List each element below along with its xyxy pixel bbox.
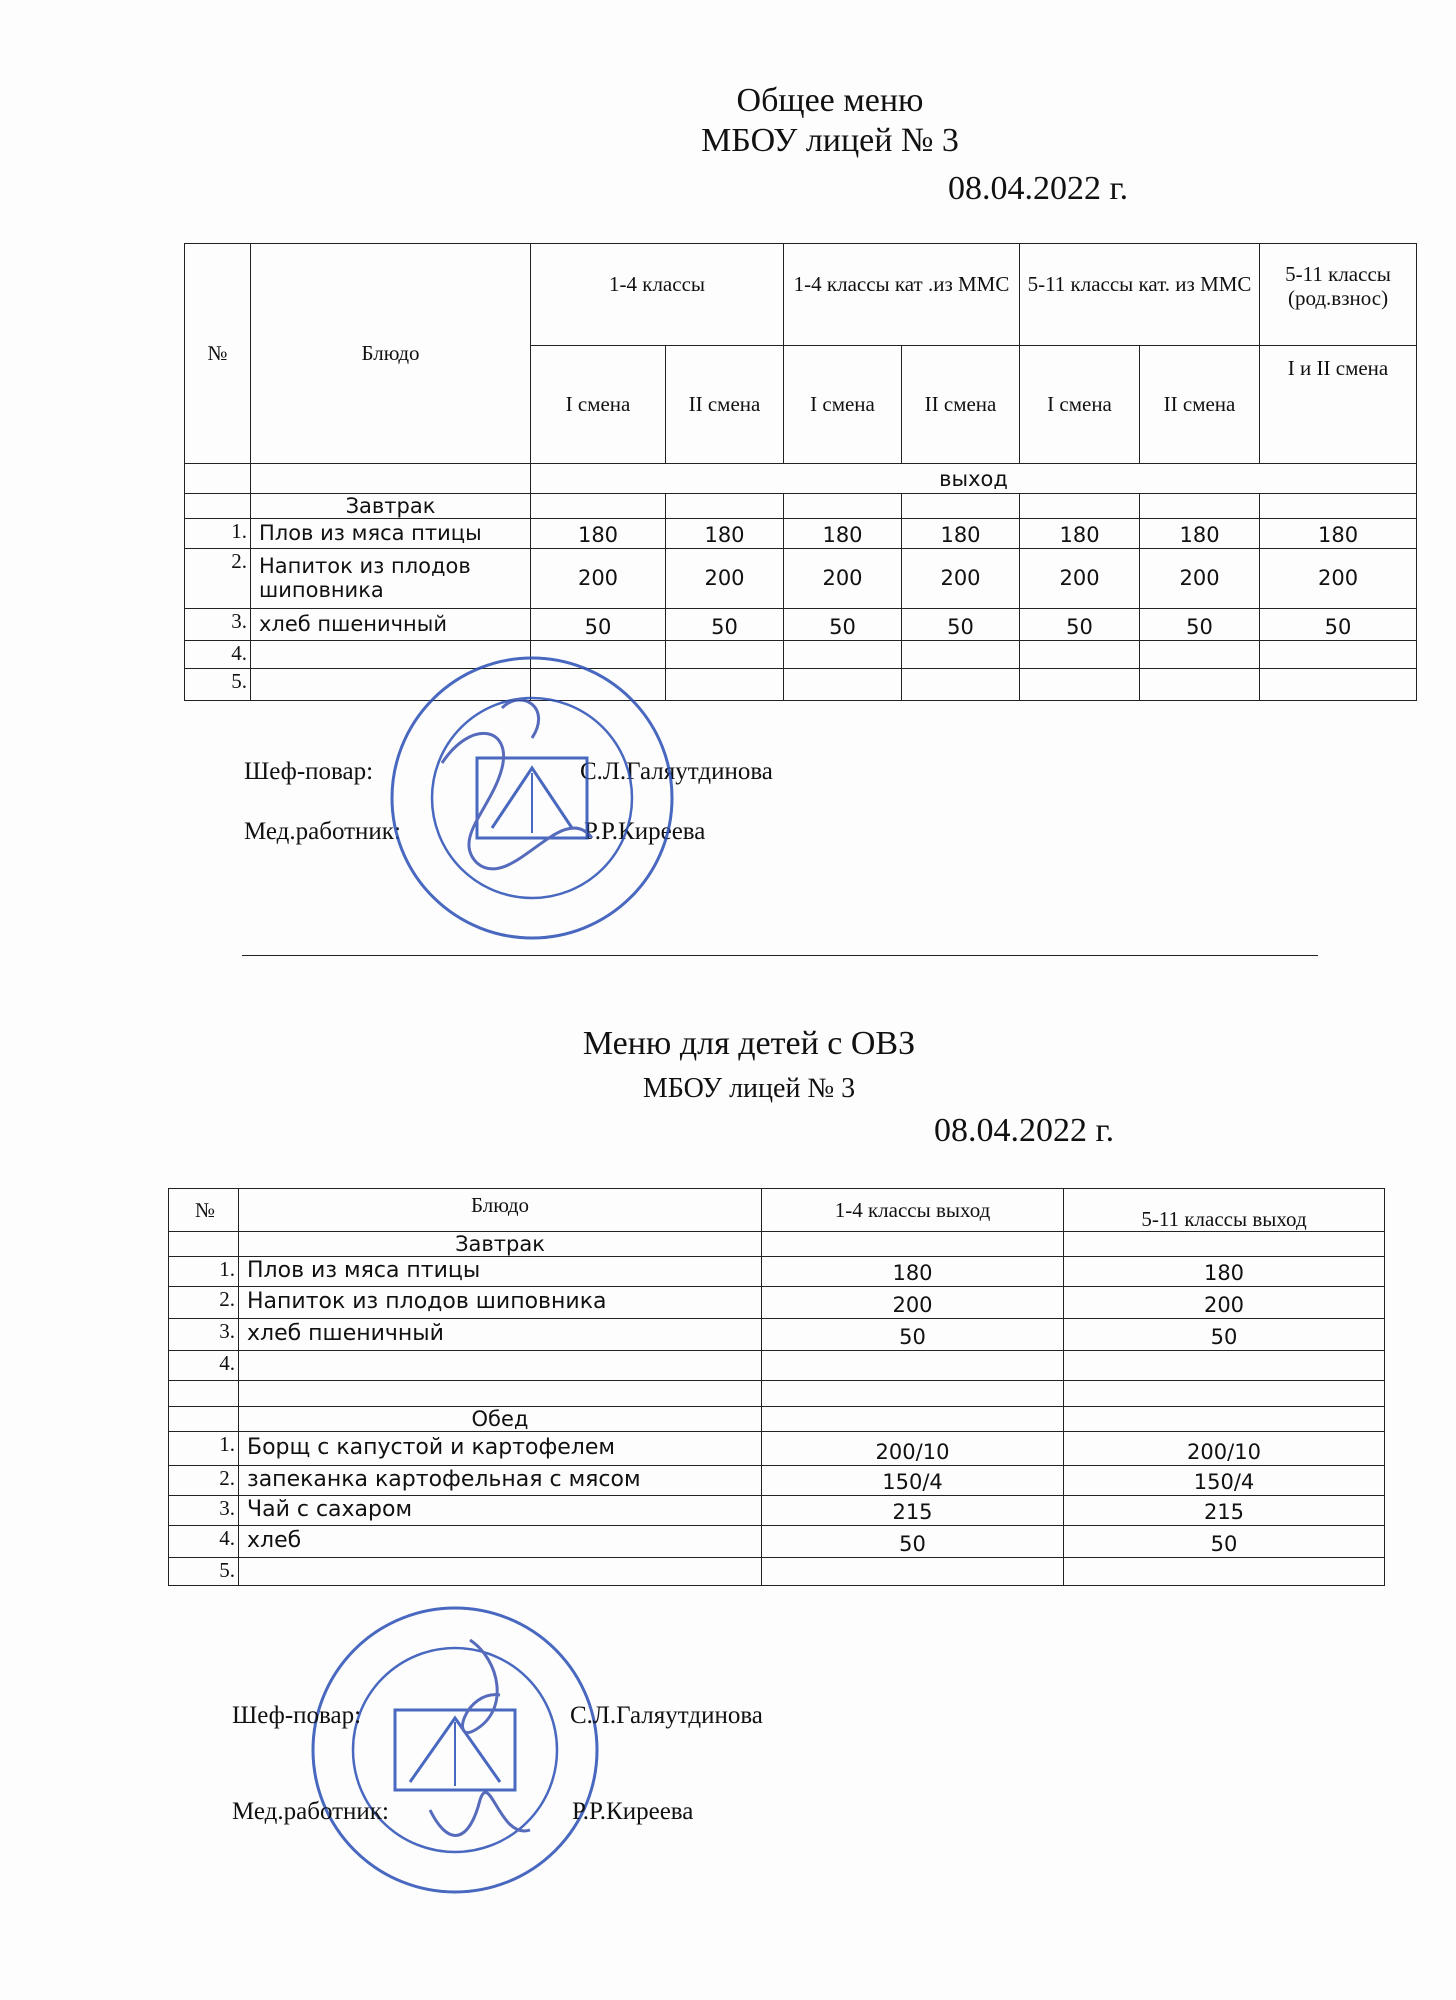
portion-value: 180 — [902, 519, 1020, 549]
portion-value: 180 — [1064, 1257, 1385, 1287]
header-dish: Блюдо — [239, 1189, 762, 1232]
row-number: 1. — [169, 1257, 239, 1287]
portion-value: 200 — [666, 549, 784, 609]
dish-name: Напиток из плодов шиповника — [239, 1287, 762, 1319]
table-row — [185, 641, 1417, 669]
dish-name: хлеб пшеничный — [251, 609, 531, 641]
table-row — [169, 1257, 1385, 1287]
row-number: 2. — [185, 549, 251, 609]
portion-value: 180 — [531, 519, 666, 549]
portion-value: 50 — [1064, 1526, 1385, 1558]
row-number: 3. — [169, 1319, 239, 1351]
header-shift: II смена — [902, 346, 1020, 464]
chef-label: Шеф-повар: — [244, 758, 374, 785]
dish-name: Борщ с капустой и картофелем — [239, 1432, 762, 1466]
table-row — [185, 549, 1417, 609]
dish-name: хлеб пшеничный — [239, 1319, 762, 1351]
header-dish: Блюдо — [251, 244, 531, 464]
med-label: Мед.работник: — [244, 818, 401, 845]
table-row — [185, 609, 1417, 641]
dish-name: Плов из мяса птицы — [239, 1257, 762, 1287]
dish-name: Плов из мяса птицы — [251, 519, 531, 549]
portion-value: 180 — [762, 1257, 1064, 1287]
portion-value: 50 — [531, 609, 666, 641]
ovz-menu-title: Меню для детей с ОВЗ — [582, 1025, 916, 1062]
portion-value: 215 — [762, 1496, 1064, 1526]
official-stamp — [382, 648, 682, 948]
portion-value: 50 — [1140, 609, 1260, 641]
portion-value: 200/10 — [1064, 1432, 1385, 1466]
table-row — [169, 1526, 1385, 1558]
med-label: Мед.работник: — [232, 1798, 389, 1825]
row-number: 2. — [169, 1466, 239, 1496]
portion-value: 50 — [666, 609, 784, 641]
row-number: 5. — [185, 669, 251, 701]
general-menu-date: 08.04.2022 г. — [948, 170, 1129, 207]
general-menu-table — [184, 243, 1417, 701]
ovz-menu-table — [168, 1188, 1385, 1586]
portion-value: 200 — [1064, 1287, 1385, 1319]
table-row — [169, 1496, 1385, 1526]
portion-value: 215 — [1064, 1496, 1385, 1526]
header-shift: I и II смена — [1260, 346, 1417, 464]
row-number: 3. — [169, 1496, 239, 1526]
row-number: 4. — [185, 641, 251, 669]
table-row — [169, 1432, 1385, 1466]
row-number: 4. — [169, 1351, 239, 1381]
med-name: Р.Р.Киреева — [572, 1798, 694, 1825]
table-row — [169, 1287, 1385, 1319]
header-no: № — [185, 244, 251, 464]
row-number: 2. — [169, 1287, 239, 1319]
table-row — [169, 1319, 1385, 1351]
general-menu-title: Общее меню — [736, 82, 924, 119]
portion-value: 200/10 — [762, 1432, 1064, 1466]
row-number: 5. — [169, 1558, 239, 1586]
portion-value: 180 — [666, 519, 784, 549]
portion-value: 50 — [762, 1526, 1064, 1558]
med-name: Р.Р.Киреева — [584, 818, 706, 845]
portion-value: 50 — [1260, 609, 1417, 641]
portion-value: 50 — [1064, 1319, 1385, 1351]
portion-value: 180 — [1140, 519, 1260, 549]
header-group-5-11-mms: 5-11 классы кат. из ММС — [1020, 244, 1260, 346]
portion-value: 150/4 — [762, 1466, 1064, 1496]
header-shift: I смена — [784, 346, 902, 464]
section-breakfast: Завтрак — [251, 494, 531, 519]
portion-value: 200 — [762, 1287, 1064, 1319]
header-no: № — [169, 1189, 239, 1232]
portion-value: 50 — [762, 1319, 1064, 1351]
header-shift: I смена — [531, 346, 666, 464]
output-label: выход — [531, 464, 1417, 494]
row-number: 1. — [169, 1432, 239, 1466]
header-group-5-11-fee: 5-11 классы (род.взнос) — [1260, 244, 1417, 346]
table-row — [169, 1466, 1385, 1496]
table-row — [185, 519, 1417, 549]
section-divider — [242, 955, 1318, 956]
row-number: 3. — [185, 609, 251, 641]
header-group-1-4-mms: 1-4 классы кат .из ММС — [784, 244, 1020, 346]
chef-name: С.Л.Галяутдинова — [580, 758, 773, 785]
header-group-1-4: 1-4 классы — [531, 244, 784, 346]
ovz-menu-school: МБОУ лицей № 3 — [642, 1073, 856, 1104]
section-breakfast: Завтрак — [239, 1232, 762, 1257]
dish-name: запеканка картофельная с мясом — [239, 1466, 762, 1496]
dish-name: Чай с сахаром — [239, 1496, 762, 1526]
header-col-1-4: 1-4 классы выход — [762, 1189, 1064, 1232]
portion-value: 50 — [902, 609, 1020, 641]
section-lunch: Обед — [239, 1407, 762, 1432]
portion-value: 200 — [902, 549, 1020, 609]
portion-value: 200 — [531, 549, 666, 609]
ovz-menu-date: 08.04.2022 г. — [934, 1112, 1115, 1149]
dish-name: хлеб — [239, 1526, 762, 1558]
portion-value: 50 — [1020, 609, 1140, 641]
portion-value: 200 — [1140, 549, 1260, 609]
portion-value: 150/4 — [1064, 1466, 1385, 1496]
row-number: 1. — [185, 519, 251, 549]
portion-value: 180 — [1260, 519, 1417, 549]
portion-value: 180 — [784, 519, 902, 549]
chef-name: С.Л.Галяутдинова — [570, 1702, 763, 1729]
portion-value: 180 — [1020, 519, 1140, 549]
portion-value: 200 — [784, 549, 902, 609]
header-shift: II смена — [1140, 346, 1260, 464]
table-row — [169, 1351, 1385, 1381]
table-row — [169, 1558, 1385, 1586]
portion-value: 200 — [1260, 549, 1417, 609]
row-number: 4. — [169, 1526, 239, 1558]
portion-value: 50 — [784, 609, 902, 641]
header-shift: II смена — [666, 346, 784, 464]
chef-label: Шеф-повар: — [232, 1702, 362, 1729]
header-shift: I смена — [1020, 346, 1140, 464]
header-col-5-11: 5-11 классы выход — [1064, 1189, 1385, 1232]
dish-name: Напиток из плодов шиповника — [251, 549, 531, 609]
portion-value: 200 — [1020, 549, 1140, 609]
general-menu-school: МБОУ лицей № 3 — [701, 122, 959, 159]
table-row — [185, 669, 1417, 701]
official-stamp — [300, 1600, 610, 1900]
